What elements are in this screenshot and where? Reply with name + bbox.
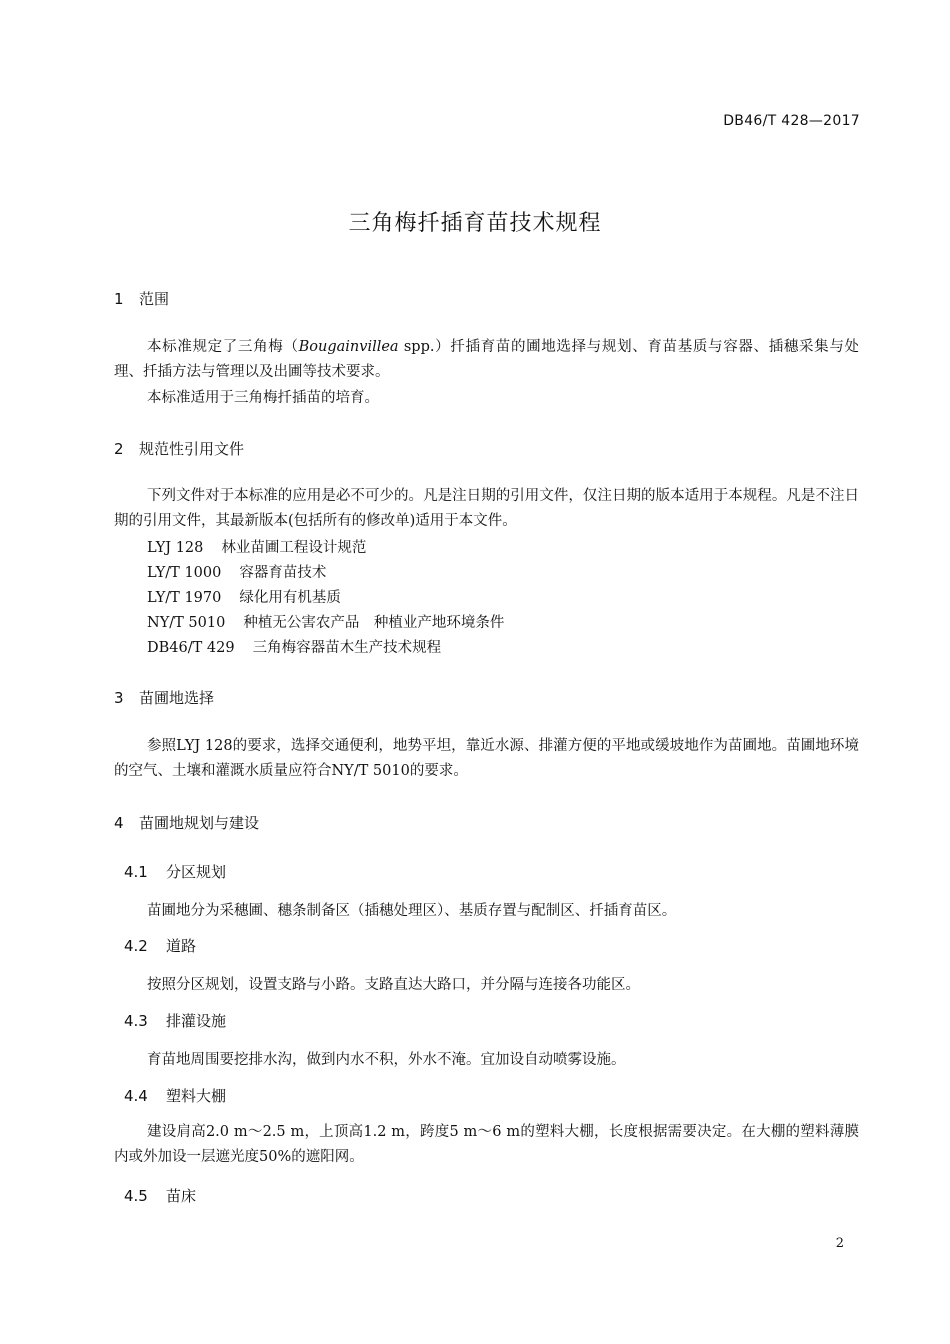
reference-item xyxy=(147,636,441,657)
section-title: 规范性引用文件 xyxy=(139,440,245,458)
section-1-paragraph xyxy=(114,335,859,385)
section-title: 苗圃地选择 xyxy=(139,689,215,707)
subsection-number: 4.3 xyxy=(124,1012,148,1030)
reference-title: 绿化用有机基质 xyxy=(239,590,341,606)
reference-code: NY/T 5010 xyxy=(147,615,226,631)
subsection-title: 分区规划 xyxy=(166,863,227,881)
subsection-title: 塑料大棚 xyxy=(166,1087,227,1105)
subsection-4-5-heading xyxy=(124,1185,196,1206)
section-1-heading xyxy=(114,288,169,309)
reference-title: 容器育苗技术 xyxy=(239,565,327,581)
subsection-title: 排灌设施 xyxy=(166,1012,227,1030)
section-4-heading xyxy=(114,812,259,833)
reference-item xyxy=(147,536,366,557)
section-number: 3 xyxy=(114,689,124,707)
section-3-heading xyxy=(114,687,214,708)
reference-item xyxy=(147,611,504,632)
section-number: 4 xyxy=(114,814,124,832)
reference-code: LY/T 1000 xyxy=(147,565,222,581)
subsection-title: 道路 xyxy=(166,937,197,955)
subsection-4-2-heading xyxy=(124,935,196,956)
section-3-paragraph: 参照LYJ 128的要求，选择交通便利，地势平坦，靠近水源、排灌方便的平地或缓坡地作为苗圃地。苗圃地环境的空气、土壤和灌溉水质量应符合NY/T 5010的要求。 xyxy=(114,738,859,779)
subsection-number: 4.5 xyxy=(124,1187,148,1205)
latin-name: Bougainvillea xyxy=(298,339,399,355)
reference-code: DB46/T 429 xyxy=(147,640,235,656)
subsection-title: 苗床 xyxy=(166,1187,197,1205)
section-number: 2 xyxy=(114,440,124,458)
text-part: 本标准规定了三角梅（ xyxy=(147,339,299,355)
reference-title: 林业苗圃工程设计规范 xyxy=(221,540,367,556)
section-2-paragraph: 下列文件对于本标准的应用是必不可少的。凡是注日期的引用文件，仅注日期的版本适用于本规程。凡是不注日期的引用文件，其最新版本(包括所有的修改单)适用于本文件。 xyxy=(114,488,859,529)
reference-code: LY/T 1970 xyxy=(147,590,222,606)
subsection-4-1-heading xyxy=(124,861,226,882)
reference-item xyxy=(147,561,326,582)
reference-title: 种植无公害农产品 种植业产地环境条件 xyxy=(243,615,505,631)
subsection-number: 4.2 xyxy=(124,937,148,955)
subsection-number: 4.4 xyxy=(124,1087,148,1105)
subsection-4-3-heading xyxy=(124,1010,226,1031)
subsection-4-4-text: 建设肩高2.0 m～2.5 m，上顶高1.2 m，跨度5 m～6 m的塑料大棚，长度根据需要决定。在大棚的塑料薄膜内或外加设一层遮光度50%的遮阳网。 xyxy=(114,1124,859,1165)
reference-code: LYJ 128 xyxy=(147,540,204,556)
section-title: 苗圃地规划与建设 xyxy=(139,814,260,832)
section-number: 1 xyxy=(114,290,124,308)
section-1-scope: 本标准适用于三角梅扦插苗的培育。 xyxy=(147,390,379,406)
text-part: spp.）扦插育苗的圃地选择与规划、育苗基质与容器、插穗采集与处理、扦插方法与管理以及出圃等技术要求。 xyxy=(114,339,859,380)
subsection-number: 4.1 xyxy=(124,863,148,881)
subsection-4-4-heading xyxy=(124,1085,226,1106)
subsection-4-2-text: 按照分区规划，设置支路与小路。支路直达大路口，并分隔与连接各功能区。 xyxy=(147,977,640,993)
page-number: 2 xyxy=(835,1236,844,1251)
section-2-heading xyxy=(114,438,244,459)
subsection-4-3-text: 育苗地周围要挖排水沟，做到内水不积，外水不淹。宜加设自动喷雾设施。 xyxy=(147,1052,626,1068)
document-title: 三角梅扦插育苗技术规程 xyxy=(348,211,602,236)
reference-item xyxy=(147,586,341,607)
section-title: 范围 xyxy=(139,290,170,308)
standard-code: DB46/T 428—2017 xyxy=(723,113,860,129)
reference-title: 三角梅容器苗木生产技术规程 xyxy=(252,640,442,656)
subsection-4-1-text: 苗圃地分为采穗圃、穗条制备区（插穗处理区）、基质存置与配制区、扦插育苗区。 xyxy=(147,903,677,919)
